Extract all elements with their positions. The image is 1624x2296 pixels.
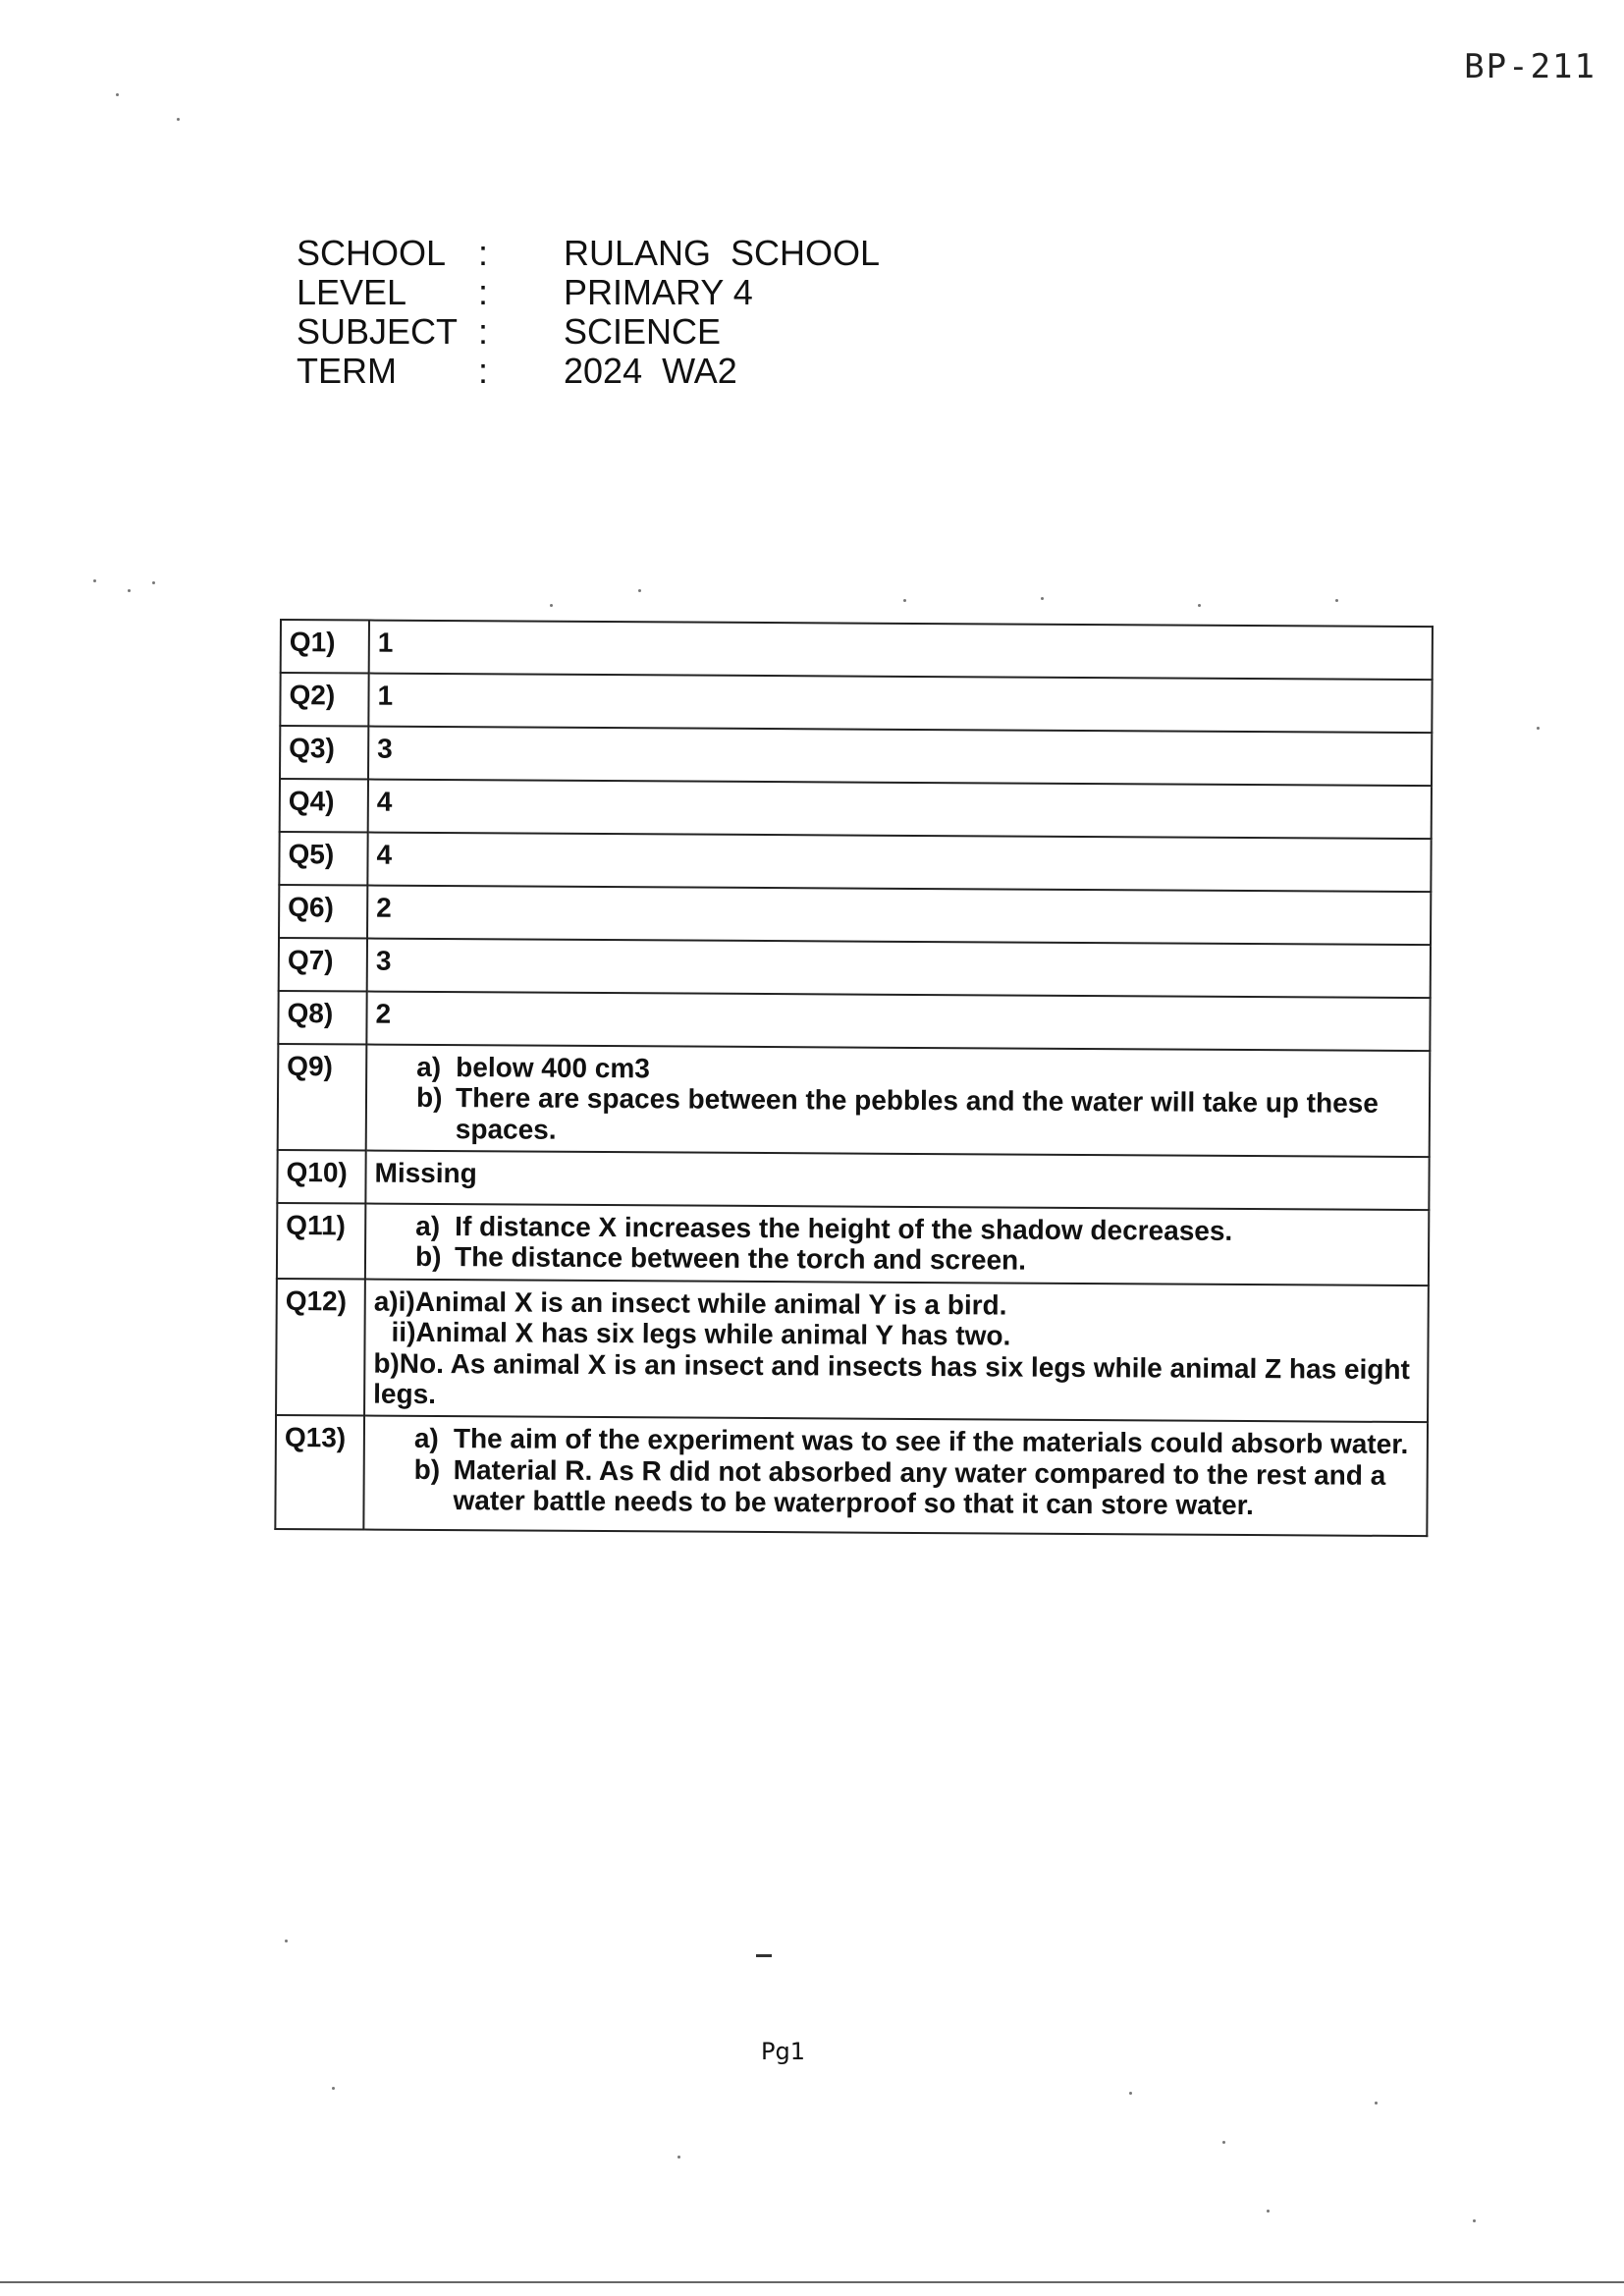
answer-cell: 4 xyxy=(367,833,1431,893)
answer-part-b xyxy=(375,1082,1421,1150)
page-number: Pg1 xyxy=(761,2038,805,2065)
table-row xyxy=(279,885,1431,945)
answer-cell xyxy=(365,1204,1429,1285)
question-number: Q11) xyxy=(277,1203,365,1279)
scan-speck xyxy=(93,579,96,582)
header-label: LEVEL xyxy=(297,272,407,312)
scan-speck xyxy=(1041,597,1044,600)
table-row xyxy=(278,1044,1431,1157)
part-text: There are spaces between the pebbles and the water will take up these spaces. xyxy=(455,1082,1379,1145)
question-number: Q2) xyxy=(280,673,368,727)
scan-speck xyxy=(638,589,641,592)
answer-cell: 3 xyxy=(368,727,1432,787)
answer-cell: Missing xyxy=(365,1151,1429,1211)
header-value: 2024 WA2 xyxy=(564,351,737,391)
header-colon: : xyxy=(478,351,489,391)
scan-speck xyxy=(177,118,180,121)
answer-cell xyxy=(363,1416,1428,1537)
question-number: Q3) xyxy=(280,726,368,780)
answer-cell: 1 xyxy=(368,674,1432,734)
part-marker: b) xyxy=(415,1082,443,1114)
part-text: If distance X increases the height of the shadow decreases. xyxy=(455,1211,1233,1247)
scan-speck xyxy=(1267,2210,1270,2213)
part-marker: b) xyxy=(414,1241,442,1273)
header-colon: : xyxy=(478,311,489,352)
part-marker: a) xyxy=(416,1051,442,1083)
header-row-subject xyxy=(297,312,880,352)
header-row-school xyxy=(297,234,880,273)
question-number: Q7) xyxy=(279,938,367,992)
answer-cell xyxy=(364,1279,1429,1422)
scan-speck xyxy=(1473,2219,1476,2222)
scan-speck xyxy=(677,2156,680,2159)
scan-speck xyxy=(128,589,131,592)
header-value: PRIMARY 4 xyxy=(564,272,753,312)
header-value: SCIENCE xyxy=(564,311,722,352)
header-info xyxy=(297,234,880,391)
part-text: The aim of the experiment was to see if the materials could absorb water. xyxy=(453,1423,1409,1460)
answer-table xyxy=(274,619,1434,1537)
question-number: Q9) xyxy=(278,1044,367,1151)
scan-speck xyxy=(550,604,553,607)
header-row-level xyxy=(297,273,880,312)
table-row xyxy=(281,620,1433,680)
part-text: below 400 cm3 xyxy=(456,1052,650,1084)
question-number: Q13) xyxy=(275,1415,364,1530)
answer-cell: 2 xyxy=(366,992,1430,1052)
question-number: Q8) xyxy=(278,991,366,1045)
question-number: Q4) xyxy=(280,779,368,833)
scan-speck xyxy=(285,1940,288,1942)
answer-cell: 4 xyxy=(368,780,1432,840)
answer-cell: 3 xyxy=(367,939,1431,999)
part-marker: a) xyxy=(413,1423,439,1454)
header-colon: : xyxy=(478,272,489,312)
scan-speck xyxy=(1375,2102,1378,2105)
table-row xyxy=(279,938,1431,998)
answer-part-b xyxy=(372,1453,1418,1521)
part-marker: b) xyxy=(413,1453,441,1485)
question-number: Q1) xyxy=(281,620,369,674)
scan-speck xyxy=(1537,727,1540,730)
answer-part-b xyxy=(374,1241,1420,1279)
table-row xyxy=(275,1415,1428,1536)
table-row xyxy=(280,779,1432,839)
part-text: Material R. As R did not absorbed any water compared to the rest and a water battle needs to be waterproof so that it can store water. xyxy=(453,1453,1386,1521)
scan-speck xyxy=(1198,604,1201,607)
scan-speck xyxy=(1222,2141,1225,2144)
answer-part-b: b)No. As animal X is an insect and insects has six legs while animal Z has eight legs. xyxy=(373,1347,1410,1409)
table-row xyxy=(277,1150,1429,1210)
part-text: The distance between the torch and screen. xyxy=(454,1241,1027,1277)
part-marker: a) xyxy=(415,1210,441,1242)
scan-dash xyxy=(756,1954,772,1957)
header-colon: : xyxy=(478,233,489,273)
header-label: TERM xyxy=(297,351,397,391)
table-row xyxy=(280,673,1432,733)
answer-part-aii: ii)Animal X has six legs while animal Y has two. xyxy=(391,1316,1011,1351)
table-row xyxy=(278,991,1430,1051)
answer-cell: 2 xyxy=(367,886,1431,946)
scan-speck xyxy=(903,599,906,602)
scan-speck xyxy=(332,2087,335,2090)
scan-speck xyxy=(152,581,155,584)
document-code: BP-211 xyxy=(1464,47,1597,86)
answer-cell: 1 xyxy=(369,621,1433,681)
scan-speck xyxy=(116,93,119,96)
table-row xyxy=(279,832,1431,892)
header-label: SCHOOL xyxy=(297,233,447,273)
table-row xyxy=(280,726,1432,786)
question-number: Q5) xyxy=(279,832,367,886)
table-row xyxy=(276,1279,1429,1423)
question-number: Q10) xyxy=(277,1150,365,1204)
scan-edge-line xyxy=(0,2281,1624,2283)
header-value: RULANG SCHOOL xyxy=(564,233,881,273)
question-number: Q12) xyxy=(276,1279,365,1416)
answer-cell xyxy=(366,1045,1431,1158)
question-number: Q6) xyxy=(279,885,367,939)
table-row xyxy=(277,1203,1429,1285)
scan-speck xyxy=(1129,2092,1132,2095)
scan-speck xyxy=(1335,599,1338,602)
header-label: SUBJECT xyxy=(297,311,459,352)
header-row-term xyxy=(297,352,880,391)
answer-part-ai: a)i)Animal X is an insect while animal Y is a bird. xyxy=(373,1285,1007,1321)
